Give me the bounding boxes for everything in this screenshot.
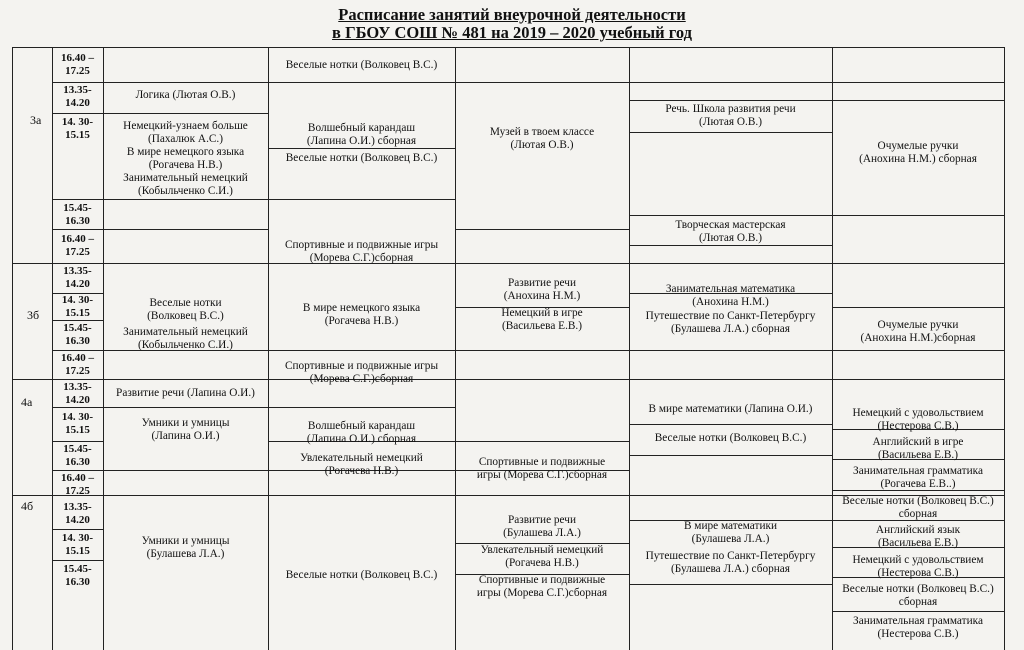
activity-cell: Увлекательный немецкий (Рогачева Н.В.): [480, 544, 604, 569]
class-label: 4б: [21, 499, 34, 513]
table-border: [629, 100, 832, 101]
table-border: [268, 407, 455, 408]
activity-cell: Развитие речи (Анохина Н.М.): [503, 277, 581, 302]
table-border: [629, 350, 832, 351]
table-border: [12, 47, 1004, 48]
time-slot: 16.40 – 17.25: [61, 472, 94, 497]
table-border: [832, 100, 1004, 101]
time-slot: 16.40 – 17.25: [61, 233, 94, 258]
title-line-2: в ГБОУ СОШ № 481 на 2019 – 2020 учебный год: [332, 23, 692, 42]
activity-cell: Очумелые ручки (Анохина Н.М.) сборная: [859, 140, 977, 165]
activity-cell: Веселые нотки (Волковец В.С.): [654, 432, 807, 444]
activity-cell: Спортивные и подвижные игры (Морева С.Г.)сборная: [476, 456, 608, 481]
table-border: [52, 560, 103, 561]
activity-cell: Путешествие по Санкт-Петербургу (Булашева Л.А.) сборная: [645, 310, 816, 335]
table-border: [832, 611, 1004, 612]
activity-cell: Веселые нотки (Волковец В.С.) сборная: [842, 495, 994, 520]
table-border: [629, 245, 832, 246]
activity-cell: Увлекательный немецкий (Рогачева Н.В.): [300, 452, 423, 477]
activity-cell: Веселые нотки (Волковец В.С.): [285, 569, 438, 581]
activity-cell: В мире немецкого языка (Рогачева Н.В.): [302, 302, 421, 327]
activity-cell: В мире математики (Лапина О.И.): [648, 403, 813, 415]
table-border: [629, 455, 832, 456]
activity-cell: Немецкий с удовольствием (Нестерова С.В.): [852, 554, 984, 579]
activity-cell: Путешествие по Санкт-Петербургу (Булашева Л.А.) сборная: [645, 550, 816, 575]
class-label: 3б: [27, 308, 40, 322]
table-border: [268, 350, 455, 351]
time-slot: 14. 30- 15.15: [61, 116, 94, 141]
time-slot: 14. 30- 15.15: [61, 411, 94, 436]
table-border: [52, 441, 103, 442]
activity-cell: Занимательный немецкий (Кобыльченко С.И.): [123, 326, 248, 351]
activity-cell: Волшебный карандаш (Лапина О.И.) сборная: [306, 122, 417, 147]
table-border: [103, 113, 268, 114]
activity-cell: Занимательная грамматика (Рогачева Е.В..): [853, 465, 983, 490]
table-border: [268, 199, 455, 200]
activity-cell: Занимательная математика (Анохина Н.М.): [665, 283, 796, 308]
time-slot: 13.35- 14.20: [63, 501, 92, 526]
time-slot: 13.35- 14.20: [63, 265, 92, 290]
activity-cell: Веселые нотки (Волковец В.С.): [147, 297, 224, 322]
time-slot: 16.40 – 17.25: [61, 52, 94, 77]
time-slot: 13.35- 14.20: [63, 381, 92, 406]
table-border: [268, 148, 455, 149]
time-slot: 15.45- 16.30: [63, 563, 92, 588]
activity-cell: Спортивные и подвижные игры (Морева С.Г.)сборная: [284, 239, 439, 264]
class-label: 4а: [21, 395, 33, 409]
activity-cell: Веселые нотки (Волковец В.С.) сборная: [842, 583, 994, 608]
table-border: [629, 132, 832, 133]
activity-cell: Логика (Лютая О.В.): [135, 89, 236, 101]
activity-cell: Английский язык (Васильева Е.В.): [875, 524, 961, 549]
table-border: [12, 379, 1004, 380]
activity-cell: Речь. Школа развития речи (Лютая О.В.): [665, 103, 796, 128]
activity-cell: Спортивные и подвижные игры (Морева С.Г.)сборная: [476, 574, 608, 599]
table-border: [832, 350, 1004, 351]
activity-cell: Немецкий с удовольствием (Нестерова С.В.): [852, 407, 984, 432]
time-slot: 16.40 – 17.25: [61, 352, 94, 377]
table-border: [12, 263, 1004, 264]
time-slot: 14. 30- 15.15: [61, 532, 94, 557]
time-slot: 15.45- 16.30: [63, 202, 92, 227]
table-border: [52, 82, 1004, 83]
time-slot: 13.35- 14.20: [63, 84, 92, 109]
table-border: [52, 113, 103, 114]
table-border: [455, 229, 629, 230]
activity-cell: В мире математики (Булашева Л.А.): [683, 520, 778, 545]
table-border: [629, 424, 832, 425]
time-slot: 15.45- 16.30: [63, 443, 92, 468]
table-border: [12, 47, 13, 650]
activity-cell: Развитие речи (Лапина О.И.): [116, 387, 255, 399]
activity-cell: Развитие речи (Булашева Л.А.): [503, 514, 581, 539]
time-slot: 14. 30- 15.15: [61, 294, 94, 319]
title-line-1: Расписание занятий внеурочной деятельности: [338, 5, 686, 24]
table-border: [52, 229, 268, 230]
table-border: [832, 307, 1004, 308]
class-label: 3а: [30, 113, 42, 127]
table-border: [455, 441, 629, 442]
activity-cell: Занимательная грамматика (Нестерова С.В.): [853, 615, 983, 640]
table-border: [52, 199, 268, 200]
table-border: [629, 215, 1004, 216]
activity-cell: Спортивные и подвижные игры (Морева С.Г.)сборная: [284, 360, 439, 385]
table-border: [52, 470, 268, 471]
activity-cell: Музей в твоем классе (Лютая О.В.): [489, 126, 595, 151]
activity-cell: Немецкий в игре (Васильева Е.В.): [501, 307, 583, 332]
activity-cell: Очумелые ручки (Анохина Н.М.)сборная: [860, 319, 976, 344]
table-border: [455, 350, 629, 351]
table-border: [629, 584, 832, 585]
activity-cell: Умники и умницы (Булашева Л.А.): [141, 535, 230, 560]
table-border: [52, 407, 268, 408]
activity-cell: Английский в игре (Васильева Е.В.): [872, 436, 964, 461]
time-slot: 15.45- 16.30: [63, 322, 92, 347]
activity-cell: Творческая мастерская (Лютая О.В.): [675, 219, 786, 244]
activity-cell: Веселые нотки (Волковец В.С.): [285, 59, 438, 71]
activity-cell: Умники и умницы (Лапина О.И.): [141, 417, 230, 442]
table-border: [1004, 47, 1005, 650]
table-border: [52, 529, 103, 530]
table-border: [52, 320, 103, 321]
activity-cell: Волшебный карандаш (Лапина О.И.) сборная: [306, 420, 417, 445]
activity-cell: Немецкий-узнаем больше (Пахалюк А.С.) В мире немецкого языка (Рогачева Н.В.) Занимательный немецкий (Кобыльченко С.И.): [123, 120, 248, 197]
activity-cell: Веселые нотки (Волковец В.С.): [285, 152, 438, 164]
